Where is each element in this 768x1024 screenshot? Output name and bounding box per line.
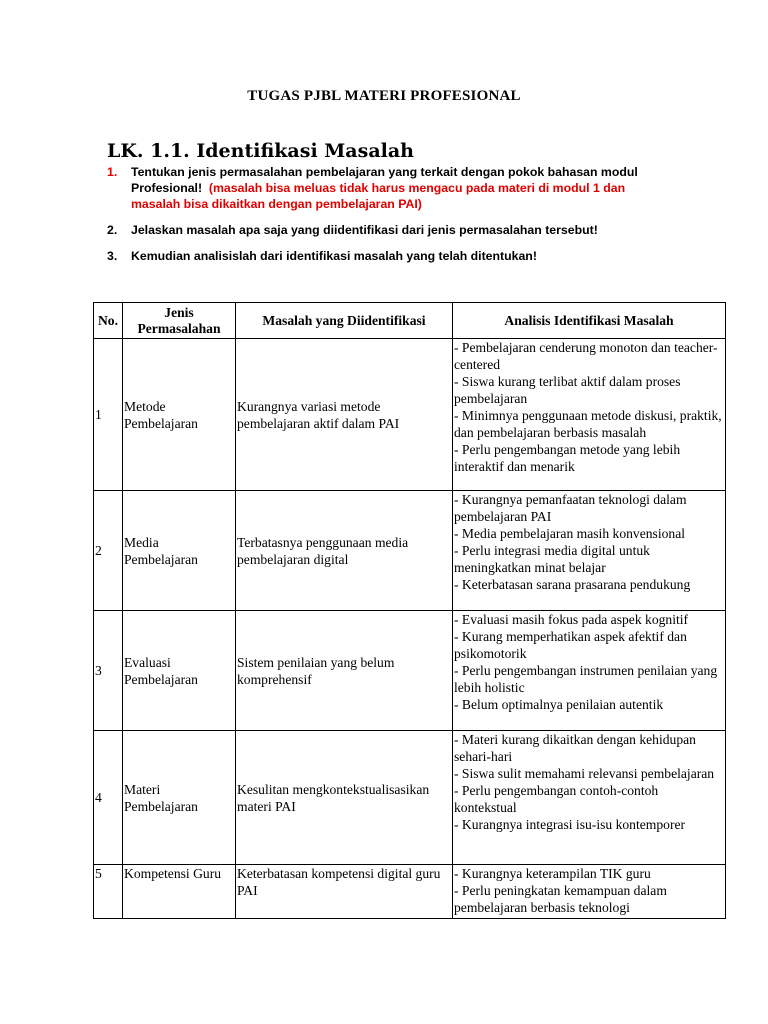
analysis-point: - Perlu pengembangan instrumen penilaian yang lebih holistic (454, 663, 718, 695)
analysis-point: - Belum optimalnya penilaian autentik (454, 697, 664, 712)
header-masalah: Masalah yang Diidentifikasi (236, 303, 453, 339)
instruction-text: Jelaskan masalah apa saja yang diidentifikasi dari jenis permasalahan tersebut! (131, 223, 598, 237)
instruction-number: 2. (107, 223, 118, 237)
table-row (94, 491, 726, 611)
analysis-point: - Materi kurang dikaitkan dengan kehidupan sehari-hari (454, 732, 696, 764)
cell-analisis (453, 491, 726, 611)
instruction-text: Kemudian analisislah dari identifikasi masalah yang telah ditentukan! (131, 249, 537, 263)
document-title: TUGAS PJBL MATERI PROFESIONAL (247, 88, 521, 104)
analysis-point: - Evaluasi masih fokus pada aspek kognitif (454, 612, 689, 627)
section-heading: LK. 1.1. Identifikasi Masalah (107, 140, 414, 162)
table-row (94, 865, 726, 919)
analysis-point: - Perlu pengembangan contoh-contoh kontekstual (454, 783, 659, 815)
table-header-row (94, 303, 726, 339)
header-analisis: Analisis Identifikasi Masalah (453, 303, 726, 339)
table-row (94, 339, 726, 491)
cell-no: 5 (94, 865, 123, 919)
instruction-item (107, 164, 667, 212)
analysis-point: - Siswa sulit memahami relevansi pembelajaran (454, 766, 715, 781)
cell-jenis: Metode Pembelajaran (123, 339, 236, 491)
cell-no: 3 (94, 611, 123, 731)
table-row (94, 611, 726, 731)
instruction-item (107, 222, 667, 238)
instruction-item (107, 248, 667, 264)
instruction-list (107, 164, 667, 274)
instruction-note: (masalah bisa meluas tidak harus mengacu pada materi di modul 1 dan masalah bisa dikaitkan dengan pembelajaran PAI) (131, 181, 626, 211)
instruction-number: 3. (107, 249, 118, 263)
cell-analisis (453, 611, 726, 731)
cell-masalah: Kurangnya variasi metode pembelajaran aktif dalam PAI (236, 339, 453, 491)
cell-analisis (453, 731, 726, 865)
cell-jenis: Materi Pembelajaran (123, 731, 236, 865)
header-no: No. (94, 303, 123, 339)
analysis-point: - Perlu integrasi media digital untuk meningkatkan minat belajar (454, 543, 650, 575)
table-row (94, 731, 726, 865)
problem-identification-table (93, 302, 726, 919)
header-jenis: Jenis Permasalahan (123, 303, 236, 339)
cell-jenis: Evaluasi Pembelajaran (123, 611, 236, 731)
cell-masalah: Sistem penilaian yang belum komprehensif (236, 611, 453, 731)
analysis-point: - Siswa kurang terlibat aktif dalam proses pembelajaran (454, 374, 681, 406)
analysis-point: - Perlu pengembangan metode yang lebih interaktif dan menarik (454, 442, 681, 474)
cell-no: 4 (94, 731, 123, 865)
analysis-point: - Media pembelajaran masih konvensional (454, 526, 686, 541)
analysis-point: - Pembelajaran cenderung monoton dan teacher-centered (454, 340, 718, 372)
analysis-point: - Kurangnya keterampilan TIK guru (454, 866, 651, 881)
cell-no: 1 (94, 339, 123, 491)
cell-masalah: Terbatasnya penggunaan media pembelajaran digital (236, 491, 453, 611)
analysis-point: - Perlu peningkatan kemampuan dalam pembelajaran berbasis teknologi (454, 883, 667, 915)
analysis-point: - Minimnya penggunaan metode diskusi, praktik, dan pembelajaran berbasis masalah (454, 408, 722, 440)
analysis-point: - Kurangnya integrasi isu-isu kontemporer (454, 817, 686, 832)
cell-analisis (453, 865, 726, 919)
cell-jenis: Media Pembelajaran (123, 491, 236, 611)
cell-masalah: Keterbatasan kompetensi digital guru PAI (236, 865, 453, 919)
instruction-number: 1. (107, 165, 118, 179)
cell-analisis (453, 339, 726, 491)
instruction-text: Tentukan jenis permasalahan pembelajaran yang terkait dengan pokok bahasan modul Profesional! (131, 165, 638, 195)
cell-masalah: Kesulitan mengkontekstualisasikan materi PAI (236, 731, 453, 865)
analysis-point: - Kurangnya pemanfaatan teknologi dalam pembelajaran PAI (454, 492, 687, 524)
cell-jenis: Kompetensi Guru (123, 865, 236, 919)
analysis-point: - Kurang memperhatikan aspek afektif dan psikomotorik (454, 629, 687, 661)
analysis-point: - Keterbatasan sarana prasarana pendukung (454, 577, 691, 592)
cell-no: 2 (94, 491, 123, 611)
